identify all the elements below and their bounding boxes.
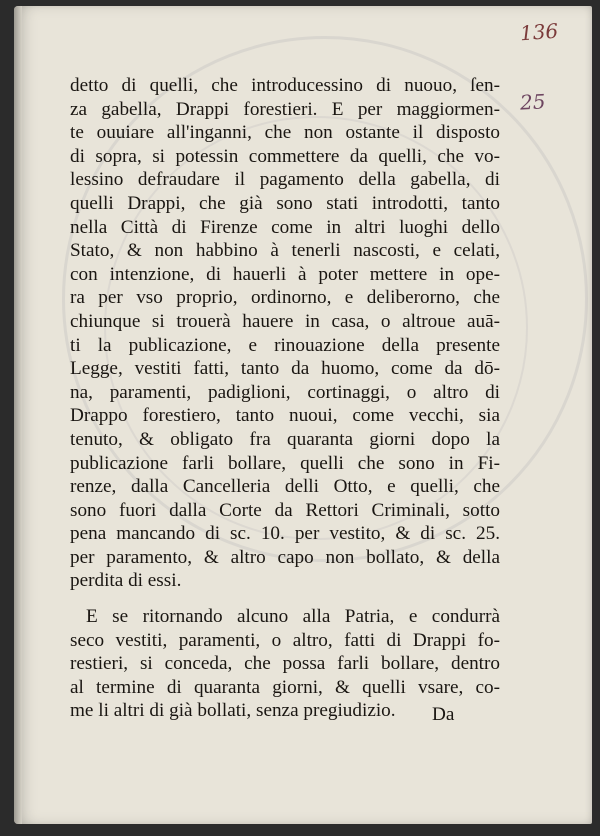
text-line: Legge, vestiti fatti, tanto da huomo, come da dō- [70,358,500,380]
text-line: al termine di quaranta giorni, & quelli vsare, co- [70,676,500,698]
text-line: per paramento, & altro capo non bollato, & della [70,546,500,568]
text-line: lessino defraudare il pagamento della gabella, di [70,169,500,191]
page-gutter-edge [14,6,22,824]
paragraph-gap [70,593,500,605]
text-line: perdita di essi. [70,570,182,592]
text-line: quelli Drappi, che già sono stati introdotti, tanto [70,192,500,214]
text-line: Drappo forestiero, tanto nuoui, come vecchi, sia [70,405,500,427]
text-line: za gabella, Drappi forestieri. E per maggiormen- [70,98,500,120]
text-line: E se ritornando alcuno alla Patria, e condurrà [86,606,500,628]
text-line: na, paramenti, padiglioni, cortinaggi, o altro di [70,381,500,403]
body-text [70,74,500,723]
text-line: chiunque si trouerà hauere in casa, o altroue auā- [70,310,500,332]
text-line: con intenzione, di hauerli à poter mettere in ope- [70,263,500,285]
text-line: pena mancando di sc. 10. per vestito, & di sc. 25. [70,523,500,545]
text-line: restieri, si conceda, che possa farli bollare, dentro [70,653,500,675]
text-line: di sopra, si potessin commettere da quelli, che vo- [70,145,500,167]
catchword: Da [432,704,455,725]
text-line: publicazione farli bollare, quelli che sono in Fi- [70,452,500,474]
text-line: renze, dalla Cancelleria delli Otto, e quelli, che [70,476,500,498]
folio-number: 136 [519,18,559,46]
text-line: tenuto, & obligato fra quaranta giorni dopo la [70,428,500,450]
text-line: ti la publicazione, e rinouazione della presente [70,334,500,356]
text-line: seco vestiti, paramenti, o altro, fatti di Drappi fo- [70,629,500,651]
text-line: te ouuiare all'inganni, che non ostante il disposto [70,122,500,144]
text-line: nella Città di Firenze come in altri luoghi dello [70,216,500,238]
margin-note: 25 [519,89,547,115]
text-line: detto di quelli, che introducessino di nuouo, ſen- [70,75,500,96]
text-line: me li altri di già bollati, senza pregiudizio. [70,700,396,722]
paragraph-1 [70,74,500,593]
text-line: ra per vso proprio, ordinorno, e deliberorno, che [70,287,500,309]
text-line: sono fuori dalla Corte da Rettori Criminali, sotto [70,499,500,521]
text-line: Stato, & non habbino à tenerli nascosti, e celati, [70,240,500,262]
